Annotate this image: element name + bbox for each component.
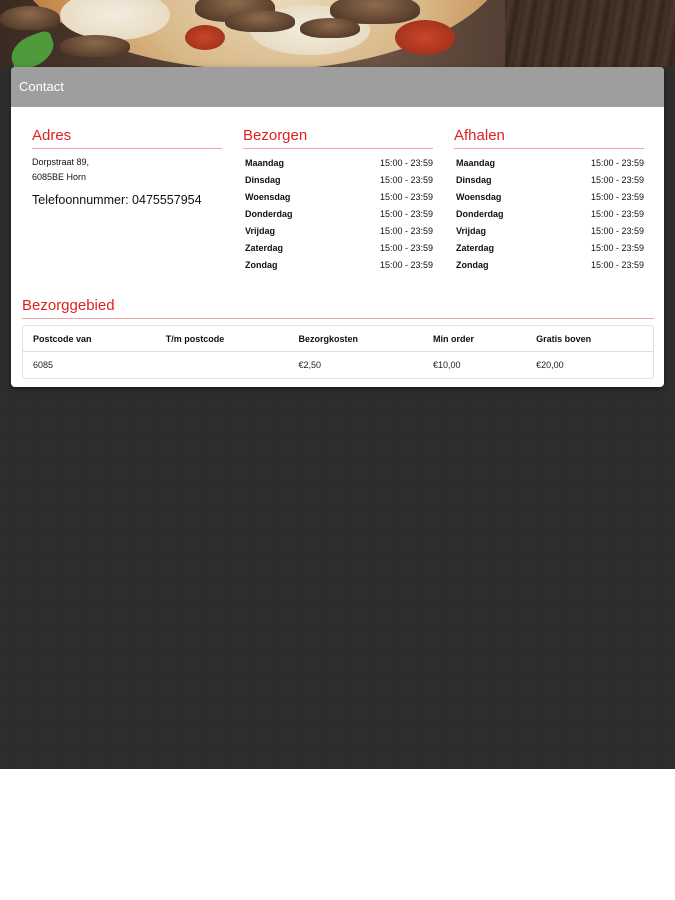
- address-line-2: 6085BE Horn: [32, 172, 87, 182]
- bezorggebied-section: [22, 295, 654, 379]
- day-label: Zaterdag: [456, 243, 495, 253]
- day-label: Maandag: [456, 158, 496, 168]
- time-range: 15:00 - 23:59: [590, 175, 644, 185]
- bezorgen-title: Bezorgen: [243, 125, 433, 149]
- hours-row: [243, 189, 433, 206]
- hours-row: [243, 172, 433, 189]
- table-cell: 6085: [33, 360, 54, 370]
- table-row: [23, 352, 653, 378]
- hours-row: [454, 155, 644, 172]
- hours-row: [243, 155, 433, 172]
- time-range: 15:00 - 23:59: [379, 209, 433, 219]
- day-label: Donderdag: [245, 209, 293, 219]
- day-label: Zondag: [245, 260, 278, 270]
- column-header: T/m postcode: [156, 326, 289, 352]
- afhalen-title: Afhalen: [454, 125, 644, 149]
- time-range: 15:00 - 23:59: [590, 192, 644, 202]
- day-label: Vrijdag: [456, 226, 487, 236]
- hours-row: [454, 206, 644, 223]
- column-header: Postcode van: [23, 326, 156, 352]
- hours-row: [454, 257, 644, 274]
- hours-row: [454, 172, 644, 189]
- time-range: 15:00 - 23:59: [379, 260, 433, 270]
- hours-row: [243, 223, 433, 240]
- day-label: Donderdag: [456, 209, 504, 219]
- afhalen-section: [454, 125, 644, 274]
- time-range: 15:00 - 23:59: [379, 158, 433, 168]
- bezorggebied-title: Bezorggebied: [22, 295, 654, 319]
- adres-section: [32, 125, 222, 207]
- table-cell: [156, 352, 289, 378]
- delivery-area-table: [22, 325, 654, 379]
- time-range: 15:00 - 23:59: [590, 243, 644, 253]
- address-line-1: Dorpstraat 89,: [32, 157, 90, 167]
- time-range: 15:00 - 23:59: [590, 260, 644, 270]
- day-label: Vrijdag: [245, 226, 276, 236]
- hours-row: [454, 189, 644, 206]
- day-label: Dinsdag: [456, 175, 492, 185]
- time-range: 15:00 - 23:59: [379, 175, 433, 185]
- phone-number[interactable]: Telefoonnummer: 0475557954: [32, 193, 202, 207]
- bezorgen-section: [243, 125, 433, 274]
- day-label: Zondag: [456, 260, 489, 270]
- time-range: 15:00 - 23:59: [379, 243, 433, 253]
- hours-row: [243, 240, 433, 257]
- table-cell: €2,50: [298, 360, 322, 370]
- contact-card: [11, 67, 664, 387]
- table-cell: €20,00: [536, 360, 564, 370]
- hours-row: [454, 240, 644, 257]
- bottom-blank-area: [0, 769, 675, 900]
- hero-pizza-image: [0, 0, 675, 67]
- day-label: Dinsdag: [245, 175, 281, 185]
- day-label: Zaterdag: [245, 243, 284, 253]
- time-range: 15:00 - 23:59: [379, 226, 433, 236]
- table-cell: €10,00: [432, 360, 461, 370]
- hours-row: [243, 206, 433, 223]
- time-range: 15:00 - 23:59: [379, 192, 433, 202]
- day-label: Woensdag: [245, 192, 291, 202]
- adres-title: Adres: [32, 125, 222, 149]
- day-label: Maandag: [245, 158, 285, 168]
- column-header: Bezorgkosten: [289, 326, 423, 352]
- day-label: Woensdag: [456, 192, 502, 202]
- time-range: 15:00 - 23:59: [590, 209, 644, 219]
- table-header-row: [23, 326, 653, 352]
- time-range: 15:00 - 23:59: [590, 226, 644, 236]
- column-header: Min order: [423, 326, 526, 352]
- time-range: 15:00 - 23:59: [590, 158, 644, 168]
- column-header: Gratis boven: [526, 326, 653, 352]
- card-title: Contact: [11, 67, 664, 107]
- hours-row: [243, 257, 433, 274]
- hours-row: [454, 223, 644, 240]
